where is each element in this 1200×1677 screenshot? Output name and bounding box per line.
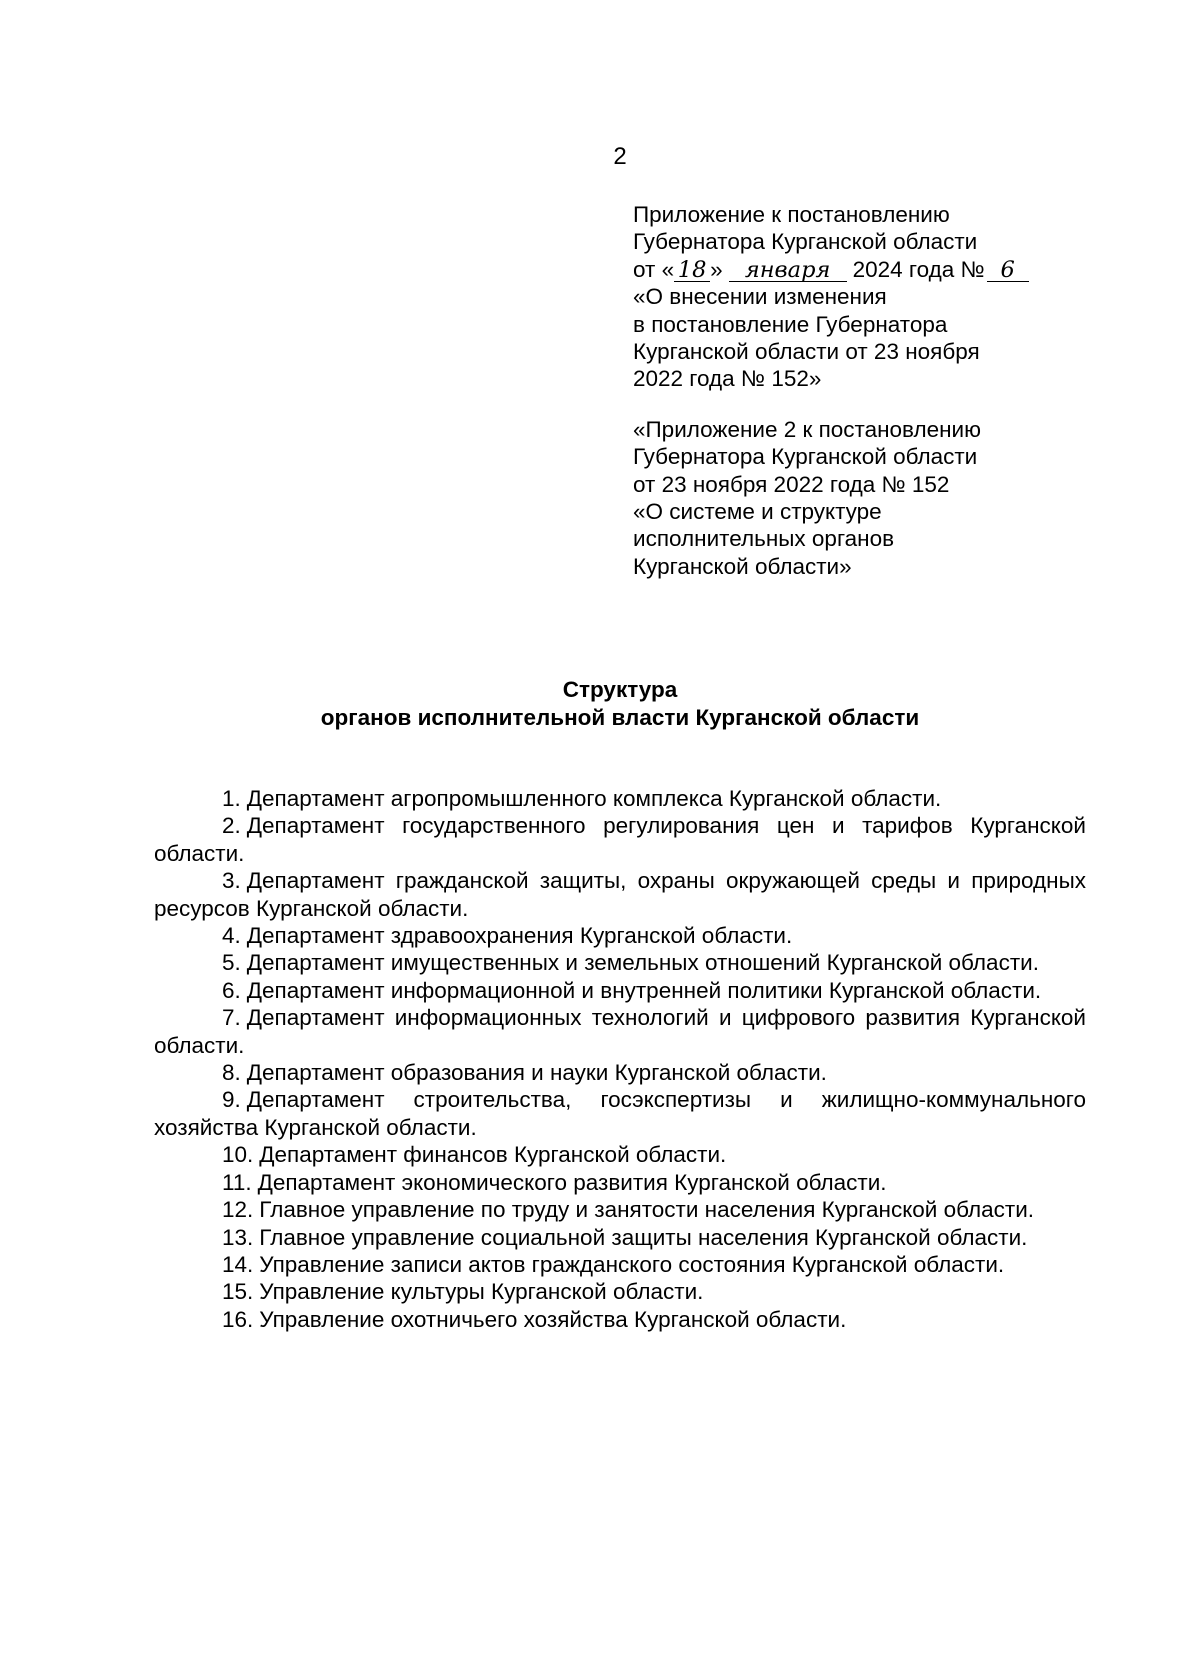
- list-item: [154, 1278, 1086, 1305]
- handwritten-month: января: [729, 259, 847, 282]
- appendix-date-line: [633, 256, 1113, 283]
- list-item: [154, 977, 1086, 1004]
- appendix-line-4: «О внесении изменения: [633, 284, 887, 310]
- list-item-text: Главное управление социальной защиты населения Курганской области.: [259, 1224, 1028, 1250]
- date-prefix: от «: [633, 256, 675, 282]
- list-item-number: 16.: [222, 1306, 254, 1332]
- appendix-line-13: Курганской области»: [633, 553, 852, 579]
- list-item-number: 6.: [222, 977, 241, 1003]
- list-item-number: 15.: [222, 1279, 254, 1305]
- appendix-line-11: «О системе и структуре: [633, 499, 882, 525]
- list-item: [154, 1196, 1086, 1223]
- list-item-text: Департамент образования и науки Курганской области.: [246, 1060, 827, 1086]
- heading-line-2: органов исполнительной власти Курганской области: [320, 705, 920, 730]
- list-item-text: Департамент информационных технологий и цифрового развития Курганской области.: [154, 1005, 1086, 1058]
- list-item: [154, 1059, 1086, 1086]
- list-item: [154, 1141, 1086, 1168]
- appendix-line-2: Губернатора Курганской области: [633, 229, 978, 255]
- appendix-line-9: Губернатора Курганской области: [633, 444, 978, 470]
- appendix-line-1: Приложение к постановлению: [633, 202, 950, 227]
- list-item-text: Департамент финансов Курганской области.: [259, 1142, 727, 1168]
- handwritten-day: 18: [674, 259, 710, 282]
- document-heading: [0, 676, 1200, 732]
- list-item: [154, 922, 1086, 949]
- appendix-line-5: в постановление Губернатора: [633, 311, 948, 337]
- list-item-number: 11.: [222, 1169, 252, 1195]
- list-item: [154, 812, 1086, 867]
- list-item-number: 7.: [222, 1005, 241, 1031]
- list-item: [154, 867, 1086, 922]
- appendix-line-6: Курганской области от 23 ноября: [633, 339, 980, 365]
- appendix-line-7: 2022 года № 152»: [633, 366, 822, 392]
- date-year-text: 2024 года №: [852, 256, 985, 282]
- date-close-quote: »: [710, 256, 723, 282]
- list-item-number: 1.: [222, 786, 241, 811]
- heading-line-1: Структура: [562, 677, 678, 702]
- list-item: [154, 1086, 1086, 1141]
- list-item: [154, 1224, 1086, 1251]
- list-item: [154, 1169, 1086, 1196]
- list-item-text: Управление культуры Курганской области.: [259, 1279, 704, 1305]
- appendix-spacer: [633, 393, 1113, 416]
- list-item-text: Управление записи актов гражданского состояния Курганской области.: [259, 1251, 1005, 1277]
- list-item-number: 9.: [222, 1087, 241, 1113]
- list-item-text: Департамент строительства, госэкспертизы и жилищно-коммунального хозяйства Курганской области.: [154, 1087, 1086, 1140]
- list-item-text: Департамент государственного регулирования цен и тарифов Курганской области.: [154, 813, 1086, 866]
- list-item-number: 3.: [222, 868, 241, 894]
- list-item-text: Департамент агропромышленного комплекса Курганской области.: [246, 786, 942, 811]
- structure-list: [154, 785, 1086, 1333]
- list-item: [154, 1004, 1086, 1059]
- list-item-text: Главное управление по труду и занятости населения Курганской области.: [259, 1197, 1035, 1223]
- list-item-text: Департамент информационной и внутренней политики Курганской области.: [246, 977, 1042, 1003]
- appendix-line-8: «Приложение 2 к постановлению: [633, 416, 981, 442]
- list-item-number: 2.: [222, 813, 241, 839]
- list-item: [154, 1251, 1086, 1278]
- list-item-number: 4.: [222, 923, 241, 949]
- list-item: [154, 1306, 1086, 1333]
- list-item: [154, 785, 1086, 812]
- list-item: [154, 949, 1086, 976]
- list-item-text: Управление охотничьего хозяйства Курганской области.: [259, 1306, 847, 1332]
- appendix-block: [633, 201, 1113, 580]
- handwritten-number: 6: [987, 259, 1029, 282]
- list-item-text: Департамент гражданской защиты, охраны окружающей среды и природных ресурсов Курганской области.: [154, 868, 1086, 921]
- list-item-text: Департамент имущественных и земельных отношений Курганской области.: [246, 950, 1039, 976]
- appendix-line-10: от 23 ноября 2022 года № 152: [633, 471, 950, 497]
- list-item-text: Департамент здравоохранения Курганской области.: [246, 923, 793, 949]
- list-item-text: Департамент экономического развития Курганской области.: [257, 1169, 887, 1195]
- list-item-number: 13.: [222, 1224, 254, 1250]
- appendix-line-12: исполнительных органов: [633, 526, 895, 552]
- list-item-number: 10.: [222, 1142, 254, 1168]
- list-item-number: 8.: [222, 1060, 241, 1086]
- page-number: 2: [613, 143, 627, 170]
- list-item-number: 5.: [222, 950, 241, 976]
- list-item-number: 12.: [222, 1197, 254, 1223]
- list-item-number: 14.: [222, 1251, 254, 1277]
